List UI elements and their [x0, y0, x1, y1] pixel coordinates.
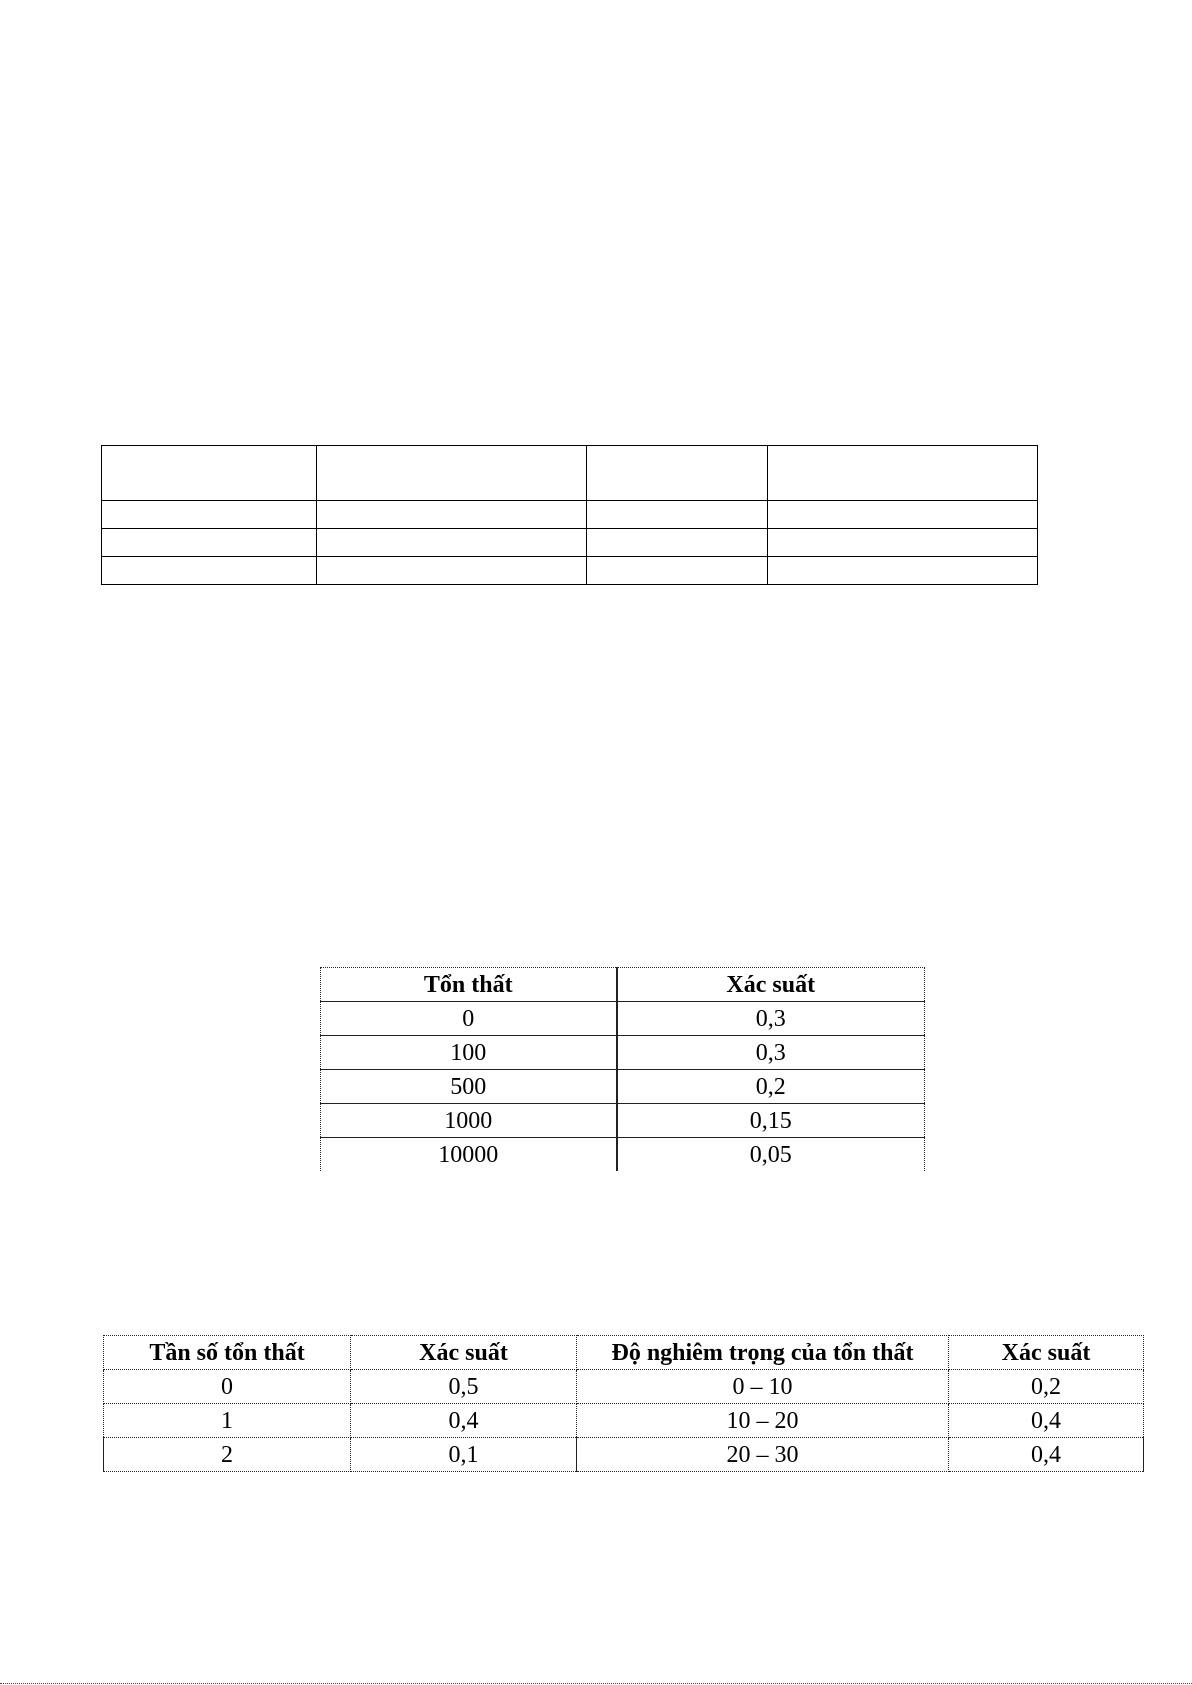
- table-header-row: [321, 968, 925, 1002]
- table-cell: [102, 529, 317, 557]
- table-cell: [317, 557, 587, 585]
- severity-range: 0 – 10: [577, 1370, 949, 1404]
- column-header-loss: Tổn thất: [321, 968, 617, 1002]
- probability-value: 0,2: [949, 1370, 1144, 1404]
- table-row: [102, 501, 1038, 529]
- table-row: [321, 1002, 925, 1036]
- table-row: [321, 1036, 925, 1070]
- table-row: [321, 1138, 925, 1172]
- table-row: [104, 1438, 1144, 1472]
- page-bottom-rule: [0, 1683, 1192, 1684]
- probability-value: 0,4: [351, 1404, 577, 1438]
- column-header-frequency: Tần số tổn thất: [104, 1336, 351, 1370]
- probability-value: 0,3: [617, 1036, 925, 1070]
- table-cell: [768, 446, 1038, 501]
- probability-value: 0,15: [617, 1104, 925, 1138]
- table-row: [104, 1370, 1144, 1404]
- probability-value: 0,1: [351, 1438, 577, 1472]
- probability-value: 0,3: [617, 1002, 925, 1036]
- probability-value: 0,4: [949, 1404, 1144, 1438]
- table-cell: [317, 446, 587, 501]
- table-cell: [587, 501, 768, 529]
- table-cell: [102, 501, 317, 529]
- loss-probability-table: [320, 967, 925, 1171]
- table-cell: [768, 529, 1038, 557]
- column-header-severity: Độ nghiêm trọng của tổn thất: [577, 1336, 949, 1370]
- column-header-probability: Xác suất: [351, 1336, 577, 1370]
- table-row: [104, 1404, 1144, 1438]
- table-cell: [102, 557, 317, 585]
- probability-value: 0,4: [949, 1438, 1144, 1472]
- frequency-severity-table: [103, 1335, 1144, 1472]
- column-header-probability: Xác suất: [617, 968, 925, 1002]
- frequency-value: 2: [104, 1438, 351, 1472]
- table-cell: [587, 529, 768, 557]
- frequency-value: 0: [104, 1370, 351, 1404]
- table-cell: [317, 529, 587, 557]
- severity-range: 10 – 20: [577, 1404, 949, 1438]
- table-cell: [587, 446, 768, 501]
- table-header-row: [104, 1336, 1144, 1370]
- table-cell: [102, 446, 317, 501]
- table-cell: [768, 557, 1038, 585]
- table-row: [321, 1104, 925, 1138]
- loss-value: 10000: [321, 1138, 617, 1172]
- table-cell: [587, 557, 768, 585]
- table-row: [102, 529, 1038, 557]
- table-row: [321, 1070, 925, 1104]
- loss-value: 1000: [321, 1104, 617, 1138]
- severity-range: 20 – 30: [577, 1438, 949, 1472]
- probability-value: 0,2: [617, 1070, 925, 1104]
- empty-table: [101, 445, 1038, 585]
- table-cell: [317, 501, 587, 529]
- probability-value: 0,05: [617, 1138, 925, 1172]
- probability-value: 0,5: [351, 1370, 577, 1404]
- loss-value: 0: [321, 1002, 617, 1036]
- loss-value: 500: [321, 1070, 617, 1104]
- table-row: [102, 446, 1038, 501]
- table-row: [102, 557, 1038, 585]
- column-header-probability: Xác suất: [949, 1336, 1144, 1370]
- frequency-value: 1: [104, 1404, 351, 1438]
- loss-value: 100: [321, 1036, 617, 1070]
- table-cell: [768, 501, 1038, 529]
